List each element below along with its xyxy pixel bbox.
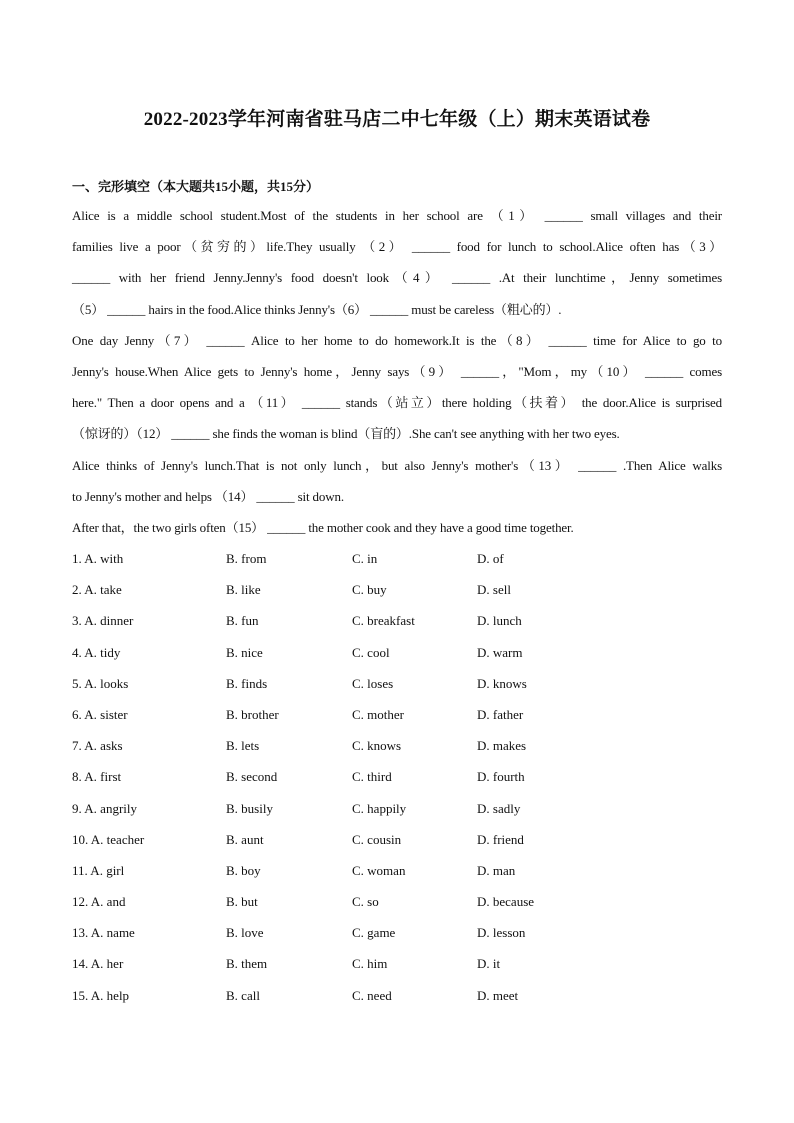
option-b: B. boy <box>226 862 261 878</box>
question-row <box>72 578 712 609</box>
option-b: B. nice <box>226 644 263 660</box>
option-d: D. father <box>477 706 524 722</box>
passage-line: families live a poor（贫穷的）life.They usually （2） ______ food for lunch to school.Alice often has（3） <box>72 239 722 255</box>
passage-line: One day Jenny（7） ______ Alice to her home to do homework.It is the（8） ______ time for Alice to go to <box>72 332 722 348</box>
option-c: C. buy <box>352 582 387 598</box>
option-b: B. brother <box>226 706 279 722</box>
option-c: C. him <box>352 956 388 972</box>
option-b: B. busily <box>226 800 273 816</box>
option-d: D. lunch <box>477 613 522 629</box>
option-d: D. lesson <box>477 925 526 941</box>
option-c: C. third <box>352 769 392 785</box>
question-row <box>72 890 712 921</box>
option-a: 4. A. tidy <box>72 644 121 660</box>
option-c: C. loses <box>352 675 394 691</box>
option-b: B. from <box>226 551 267 566</box>
option-c: C. in <box>352 551 378 566</box>
option-b: B. them <box>226 956 268 972</box>
passage-line: （5） ______ hairs in the food.Alice thinks Jenny's（6） ______ must be careless（粗心的）. <box>72 301 562 317</box>
option-a: 2. A. take <box>72 582 122 598</box>
option-c: C. woman <box>352 862 406 878</box>
question-row <box>72 734 712 765</box>
option-b: B. like <box>226 582 261 598</box>
question-row <box>72 859 712 890</box>
cloze-passage <box>72 204 722 547</box>
option-b: B. fun <box>226 613 259 629</box>
section-heading: 一、完形填空（本大题共15小题，共15分） <box>72 179 320 194</box>
option-d: D. of <box>477 551 504 566</box>
option-b: B. aunt <box>226 831 264 847</box>
option-d: D. because <box>477 894 535 910</box>
question-row <box>72 984 712 1015</box>
question-row <box>72 921 712 952</box>
question-row <box>72 797 712 828</box>
option-a: 15. A. help <box>72 987 130 1003</box>
question-row <box>72 828 712 859</box>
question-row <box>72 641 712 672</box>
passage-line: ______ with her friend Jenny.Jenny's food doesn't look（4） ______ .At their lunchtime，Jenny sometimes <box>72 270 722 286</box>
option-b: B. but <box>226 894 258 910</box>
option-c: C. mother <box>352 706 404 722</box>
option-d: D. warm <box>477 644 523 660</box>
option-d: D. man <box>477 862 516 878</box>
question-row <box>72 672 712 703</box>
option-d: D. it <box>477 956 501 972</box>
option-b: B. finds <box>226 675 268 691</box>
option-a: 13. A. name <box>72 925 135 941</box>
option-c: C. cool <box>352 644 390 660</box>
question-row <box>72 952 712 983</box>
option-a: 11. A. girl <box>72 862 125 878</box>
passage-line: here." Then a door opens and a （11） ______ stands（站立）there holding（扶着） the door.Alice is surprised <box>72 395 722 411</box>
question-row <box>72 609 712 640</box>
option-a: 7. A. asks <box>72 738 123 754</box>
option-a: 14. A. her <box>72 956 124 972</box>
option-d: D. friend <box>477 831 524 847</box>
passage-line: After that，the two girls often（15） ______ the mother cook and they have a good time together. <box>72 519 574 535</box>
option-a: 5. A. looks <box>72 675 129 691</box>
option-a: 9. A. angrily <box>72 800 137 816</box>
option-c: C. game <box>352 925 396 941</box>
option-b: B. call <box>226 987 260 1003</box>
passage-line: Alice thinks of Jenny's lunch.That is not only lunch，but also Jenny's mother's（13） ______ .Then Alice walks <box>72 457 722 473</box>
option-c: C. breakfast <box>352 613 415 629</box>
option-a: 8. A. first <box>72 769 122 785</box>
option-c: C. knows <box>352 738 402 754</box>
option-a: 10. A. teacher <box>72 831 145 847</box>
option-b: B. second <box>226 769 278 785</box>
option-b: B. lets <box>226 738 260 754</box>
passage-line: （惊讶的）（12） ______ she finds the woman is blind（盲的）.She can't see anything with her two eyes. <box>72 426 620 442</box>
option-a: 1. A. with <box>72 551 124 566</box>
option-d: D. sell <box>477 582 511 598</box>
option-c: C. so <box>352 894 379 910</box>
option-c: C. happily <box>352 800 407 816</box>
option-d: D. meet <box>477 987 519 1003</box>
passage-line: to Jenny's mother and helps （14） ______ sit down. <box>72 488 344 504</box>
option-c: C. cousin <box>352 831 402 847</box>
option-c: C. need <box>352 987 392 1003</box>
question-row <box>72 547 712 578</box>
option-d: D. knows <box>477 675 527 691</box>
option-a: 6. A. sister <box>72 706 128 722</box>
option-a: 3. A. dinner <box>72 613 134 629</box>
option-a: 12. A. and <box>72 894 126 910</box>
passage-line: Jenny's house.When Alice gets to Jenny's home，Jenny says（9） ______，"Mom，my（10） ______ comes <box>72 363 722 379</box>
question-row <box>72 703 712 734</box>
option-d: D. sadly <box>477 800 521 816</box>
passage-line: Alice is a middle school student.Most of the students in her school are （1） ______ small villages and their <box>72 208 722 223</box>
question-row <box>72 765 712 796</box>
option-b: B. love <box>226 925 264 941</box>
answer-options <box>72 547 712 1015</box>
page-title: 2022-2023学年河南省驻马店二中七年级（上）期末英语试卷 <box>143 109 651 130</box>
option-d: D. makes <box>477 738 527 754</box>
option-d: D. fourth <box>477 769 525 785</box>
